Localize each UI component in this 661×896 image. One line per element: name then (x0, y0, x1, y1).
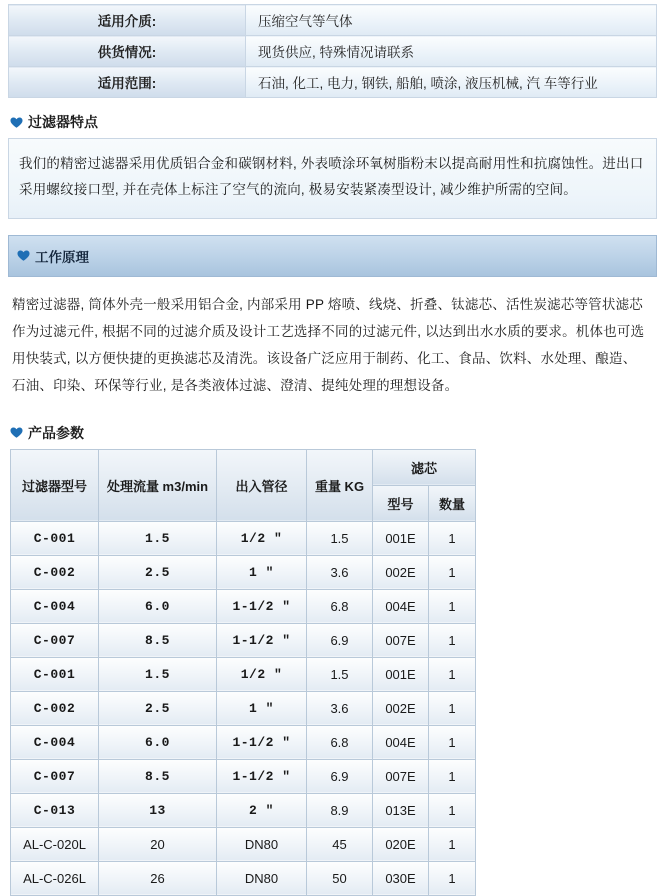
table-row (11, 827, 476, 861)
cell-weight: 50 (307, 861, 373, 895)
heart-icon (10, 116, 23, 129)
col-header-weight: 重量 KG (307, 449, 373, 521)
table-row (11, 759, 476, 793)
cell-weight: 3.6 (307, 691, 373, 725)
cell-model: AL-C-020L (11, 827, 99, 861)
parameter-table (10, 449, 476, 896)
cell-element-qty: 1 (429, 793, 476, 827)
cell-model: C-004 (11, 725, 99, 759)
col-header-element-qty: 数量 (429, 485, 476, 521)
cell-element-model: 030E (373, 861, 429, 895)
section-title-text: 工作原理 (35, 249, 89, 265)
cell-model: C-007 (11, 759, 99, 793)
table-header-row (11, 449, 476, 485)
section-heading-parameters (10, 423, 655, 443)
cell-element-model: 002E (373, 691, 429, 725)
cell-element-model: 013E (373, 793, 429, 827)
spec-label: 适用范围: (9, 67, 246, 98)
cell-weight: 1.5 (307, 657, 373, 691)
cell-element-model: 002E (373, 555, 429, 589)
col-header-element-model: 型号 (373, 485, 429, 521)
cell-port: 1/2 " (217, 521, 307, 555)
cell-port: DN80 (217, 827, 307, 861)
cell-model: C-004 (11, 589, 99, 623)
cell-port: 1/2 " (217, 657, 307, 691)
table-row (9, 5, 657, 36)
cell-port: 1 " (217, 691, 307, 725)
cell-element-qty: 1 (429, 827, 476, 861)
cell-port: DN80 (217, 861, 307, 895)
cell-flow: 8.5 (99, 623, 217, 657)
section-heading-principle (8, 235, 657, 277)
table-row (11, 793, 476, 827)
cell-model: C-002 (11, 555, 99, 589)
cell-model: C-013 (11, 793, 99, 827)
cell-element-model: 007E (373, 759, 429, 793)
table-row (11, 861, 476, 895)
cell-flow: 2.5 (99, 555, 217, 589)
table-row (11, 521, 476, 555)
cell-flow: 20 (99, 827, 217, 861)
cell-flow: 1.5 (99, 521, 217, 555)
spec-label: 供货情况: (9, 36, 246, 67)
table-row (9, 67, 657, 98)
principle-banner-wrap (8, 235, 657, 277)
table-row (9, 36, 657, 67)
cell-model: C-001 (11, 657, 99, 691)
cell-weight: 3.6 (307, 555, 373, 589)
table-row (11, 657, 476, 691)
cell-weight: 8.9 (307, 793, 373, 827)
cell-element-qty: 1 (429, 725, 476, 759)
cell-element-model: 007E (373, 623, 429, 657)
cell-element-model: 004E (373, 589, 429, 623)
cell-port: 1 " (217, 555, 307, 589)
spec-value: 石油, 化工, 电力, 钢铁, 船舶, 喷涂, 液压机械, 汽 车等行业 (246, 67, 657, 98)
cell-port: 1-1/2 " (217, 623, 307, 657)
cell-element-qty: 1 (429, 861, 476, 895)
cell-element-model: 001E (373, 657, 429, 691)
cell-flow: 8.5 (99, 759, 217, 793)
col-header-port: 出入管径 (217, 449, 307, 521)
table-row (11, 589, 476, 623)
cell-port: 1-1/2 " (217, 725, 307, 759)
cell-weight: 6.8 (307, 725, 373, 759)
cell-weight: 6.9 (307, 623, 373, 657)
cell-port: 1-1/2 " (217, 589, 307, 623)
cell-element-qty: 1 (429, 589, 476, 623)
spec-table-body (9, 5, 657, 98)
heart-icon (10, 426, 23, 439)
cell-element-model: 020E (373, 827, 429, 861)
section-heading-features (10, 112, 655, 132)
cell-weight: 6.9 (307, 759, 373, 793)
section-title-text: 过滤器特点 (28, 114, 98, 130)
col-header-flow: 处理流量 m3/min (99, 449, 217, 521)
table-row (11, 623, 476, 657)
col-header-element: 滤芯 (373, 449, 476, 485)
cell-flow: 6.0 (99, 589, 217, 623)
cell-port: 1-1/2 " (217, 759, 307, 793)
parameter-table-head (11, 449, 476, 521)
section-title-text: 产品参数 (28, 424, 84, 441)
spec-label: 适用介质: (9, 5, 246, 36)
cell-model: AL-C-026L (11, 861, 99, 895)
table-row (11, 555, 476, 589)
cell-flow: 1.5 (99, 657, 217, 691)
spec-table (8, 4, 657, 98)
features-body: 我们的精密过滤器采用优质铝合金和碳钢材料, 外表喷涂环氧树脂粉末以提高耐用性和抗腐蚀性。进出口采用螺纹接口型, 并在壳体上标注了空气的流向, 极易安装紧凑型设计, 减少维护所需的空间。 (8, 138, 657, 219)
cell-weight: 45 (307, 827, 373, 861)
cell-model: C-002 (11, 691, 99, 725)
parameter-table-body (11, 521, 476, 895)
col-header-model: 过滤器型号 (11, 449, 99, 521)
cell-element-qty: 1 (429, 555, 476, 589)
cell-element-qty: 1 (429, 657, 476, 691)
cell-flow: 26 (99, 861, 217, 895)
cell-model: C-001 (11, 521, 99, 555)
features-box-wrap (8, 138, 657, 219)
cell-weight: 1.5 (307, 521, 373, 555)
principle-body: 精密过滤器, 筒体外壳一般采用铝合金, 内部采用 PP 熔喷、线烧、折叠、钛滤芯、活性炭滤芯等管状滤芯作为过滤元件, 根据不同的过滤介质及设计工艺选择不同的过滤元件, 以达到出水水质的要求。机体也可选用快装式, 以方便快捷的更换滤芯及清洗。该设备广泛应用于制药、化工、食品、饮料、水处理、酿造、石油、印染、环保等行业, 是各类液体过滤、澄清、提纯处理的理想设备。 (12, 296, 645, 393)
cell-flow: 2.5 (99, 691, 217, 725)
cell-element-qty: 1 (429, 521, 476, 555)
cell-element-model: 001E (373, 521, 429, 555)
cell-element-qty: 1 (429, 759, 476, 793)
cell-model: C-007 (11, 623, 99, 657)
cell-element-qty: 1 (429, 623, 476, 657)
cell-port: 2 " (217, 793, 307, 827)
spec-value: 压缩空气等气体 (246, 5, 657, 36)
cell-element-qty: 1 (429, 691, 476, 725)
cell-weight: 6.8 (307, 589, 373, 623)
cell-element-model: 004E (373, 725, 429, 759)
heart-icon (17, 249, 30, 262)
table-row (11, 725, 476, 759)
cell-flow: 13 (99, 793, 217, 827)
spec-value: 现货供应, 特殊情况请联系 (246, 36, 657, 67)
cell-flow: 6.0 (99, 725, 217, 759)
table-row (11, 691, 476, 725)
